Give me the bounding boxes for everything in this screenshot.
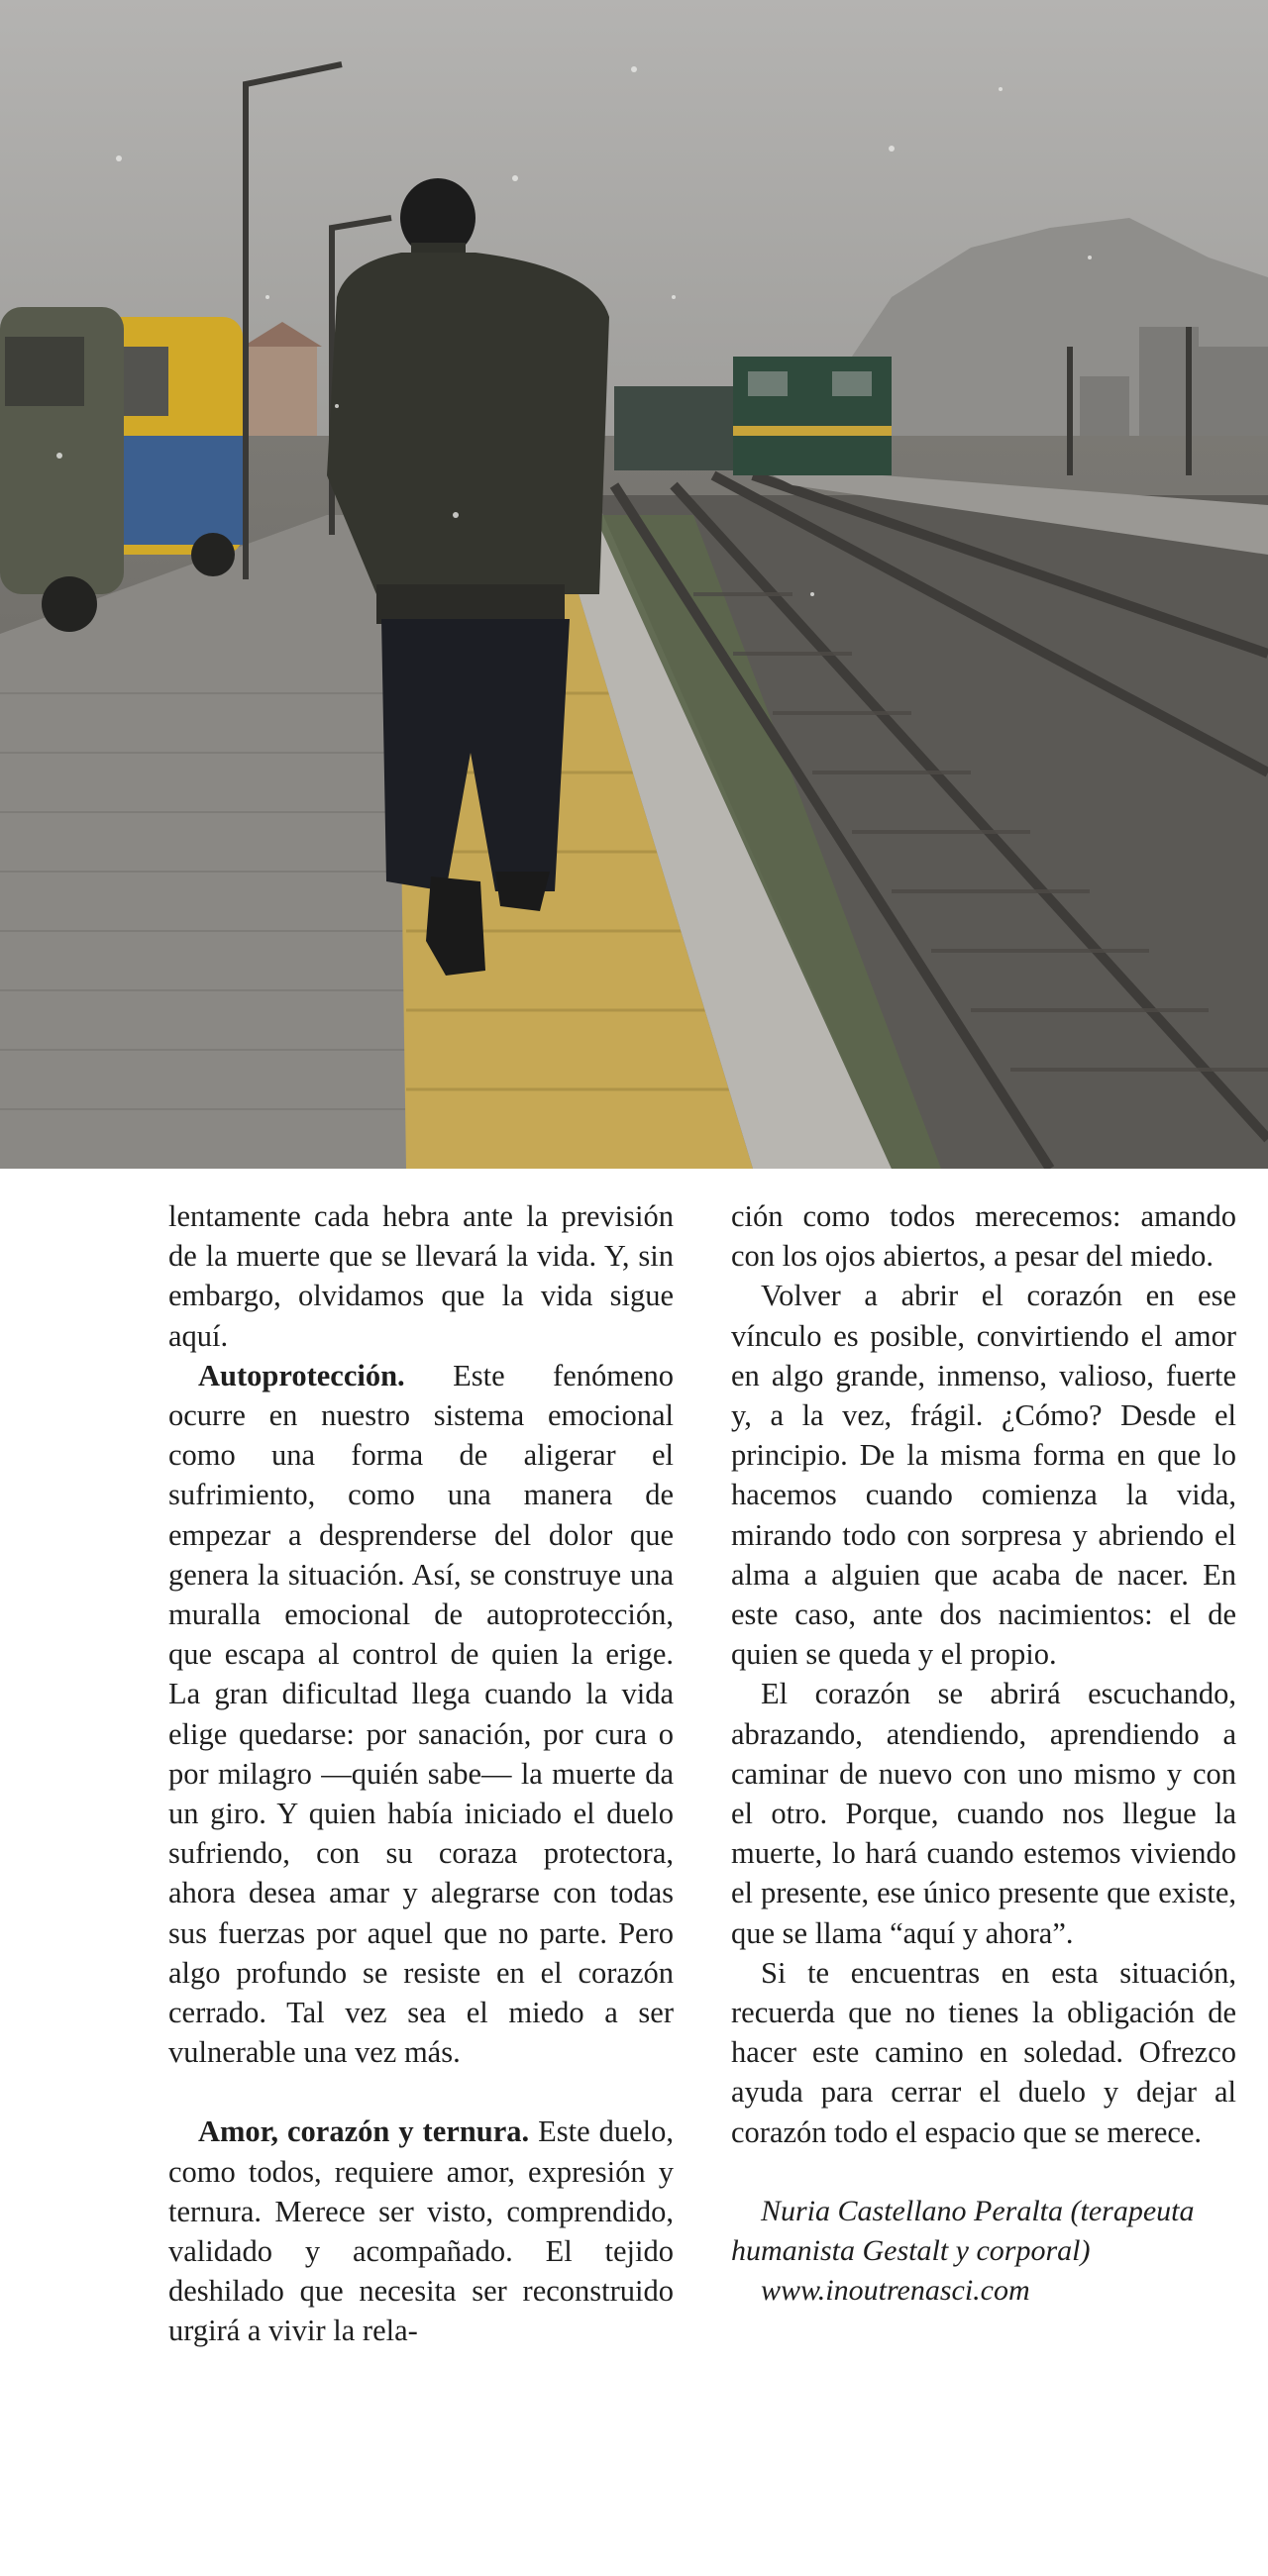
paragraph-lead: Autoprotección. [198,1358,405,1392]
paragraph: Si te encuentras en esta situación, recuerda que no tienes la obligación de hacer este camino en soledad. Ofrezco ayuda para cerrar el duelo y dejar al corazón todo el espacio que se merece. [731,1955,1236,2149]
header-photo [0,0,1268,1169]
author-name: Nuria Castellano Peralta (terapeuta [761,2194,1195,2227]
paragraph-text: Este duelo, como todos, requiere amor, expresión y ternura. Merece ser visto, comprendido, validado y acompañado. El tejido deshilado que necesita ser reconstruido urgirá a vivir la rela- [168,2114,674,2348]
building-left [243,322,322,446]
author-role: humanista Gestalt y corporal) [731,2233,1091,2267]
paragraph: Volver a abrir el corazón en ese vínculo es posible, convirtiendo el amor en algo grande, inmenso, valioso, fuerte y, a la vez, frágil. ¿Cómo? Desde el principio. De la misma forma en que lo hacemos cuando comienza la vida, mirando todo con sorpresa y abriendo el alma a alguien que acaba de nacer. En este caso, ante dos nacimientos: el de quien se queda y el propio. [731,1279,1236,1672]
paragraph-lead: Amor, corazón y ternura. [198,2114,530,2149]
paragraph-text: Este fenómeno ocurre en nuestro sistema emocional como una forma de aligerar el sufrimiento, como una manera de empezar a desprenderse del dolor que genera la situación. Así, se construye una muralla emocional de autoprotección, que escapa al control de quien la erige. La gran dificultad llega cuando la vida elige quedarse: por sanación, por cura o por milagro —quién sabe— la muerte da un giro. Y quien había iniciado el duelo sufriendo, con su coraza protectora, ahora desea amar y alegrarse con todas sus fuerzas por aquel que no parte. Pero algo profundo se resiste en el corazón cerrado. Tal vez sea el miedo a ser vulnerable una vez más. [168,1358,674,2070]
author-website-link[interactable]: www.inoutrenasci.com [761,2273,1030,2307]
paragraph: El corazón se abrirá escuchando, abrazando, atendiendo, aprendiendo a caminar de nuevo con uno mismo y con el otro. Porque, cuando nos llegue la muerte, lo hará cuando estemos viviendo el presente, ese único presente que existe, que se llama “aquí y ahora”. [731,1677,1236,1950]
railway-platform-photo [0,0,1268,1169]
author-signature [731,2192,1236,2311]
article-column-right [731,1196,1236,2444]
paragraph-continuation: lentamente cada hebra ante la previsión de la muerte que se llevará la vida. Y, sin embargo, olvidamos que la vida sigue aquí. [168,1199,674,1353]
paragraph-continuation: ción como todos merecemos: amando con los ojos abiertos, a pesar del miedo. [731,1199,1236,1274]
paragraph-autoproteccion [168,1356,674,2073]
article-body [168,1196,1236,2444]
paragraph-amor [168,2112,674,2350]
article-column-left [168,1196,674,2444]
